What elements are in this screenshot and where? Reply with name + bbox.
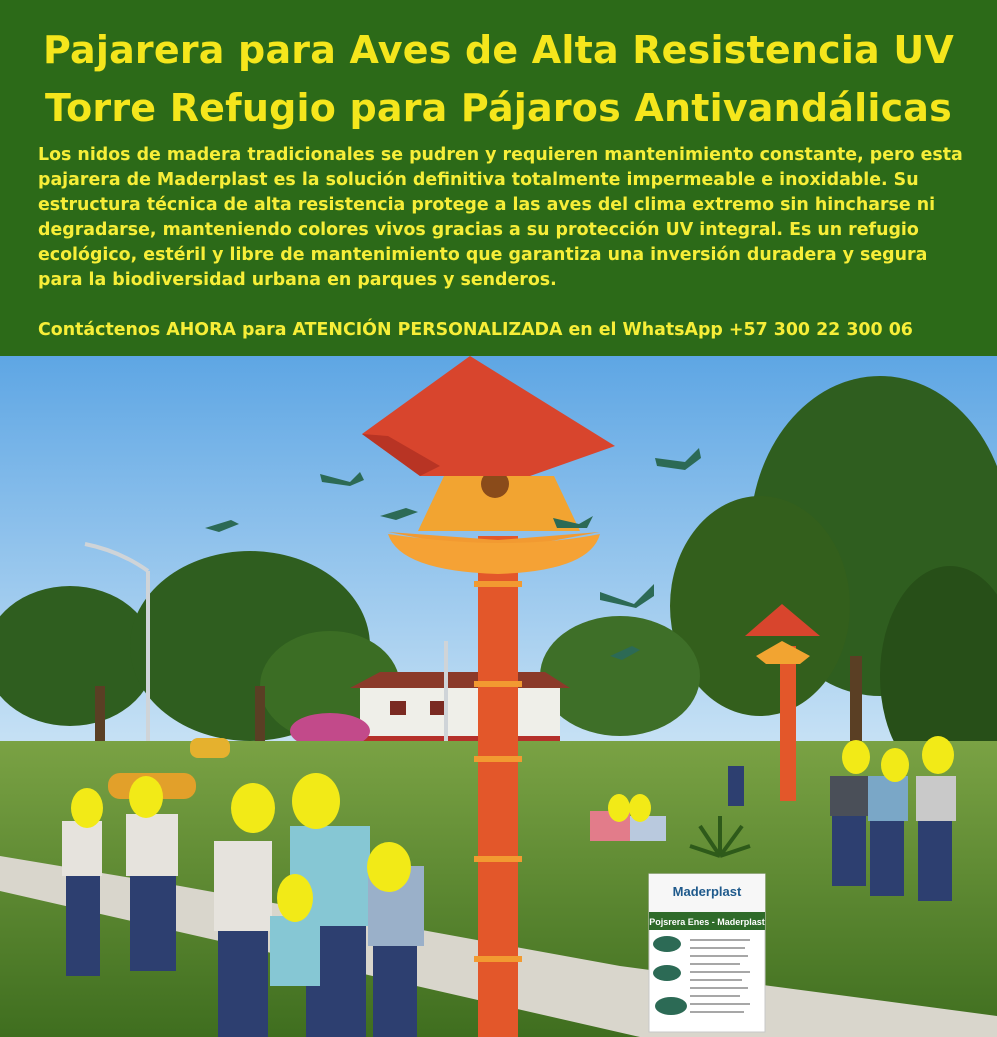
page-title-line-2: Torre Refugio para Pájaros Antivandálicas (45, 86, 952, 130)
sign-brand: Maderplast (672, 884, 742, 899)
page-title-line-1: Pajarera para Aves de Alta Resistencia UV (42, 28, 954, 72)
product-photo (0, 356, 997, 1037)
header-banner (0, 0, 997, 356)
info-sign (649, 874, 765, 1032)
sign-title: Pojsrera Enes - Maderplast (649, 917, 765, 927)
description-text: Los nidos de madera tradicionales se pudren y requieren mantenimiento constante, pero esta pajarera de Maderplast es la solución definitiva totalmente impermeable e inoxidable. Su estructura técnica de alta resistencia protege a las aves del clima extremo sin hincharse ni degradarse, manteniendo colores vivos gracias a su protección UV integral. Es un refugio ecológico, estéril y libre de mantenimiento que garantiza una inversión duradera y segura para la biodiversidad urbana en parques y senderos. (38, 145, 963, 290)
building (350, 672, 570, 746)
contact-text[interactable]: Contáctenos AHORA para ATENCIÓN PERSONALIZADA en el WhatsApp +57 300 22 300 06 (38, 320, 913, 340)
